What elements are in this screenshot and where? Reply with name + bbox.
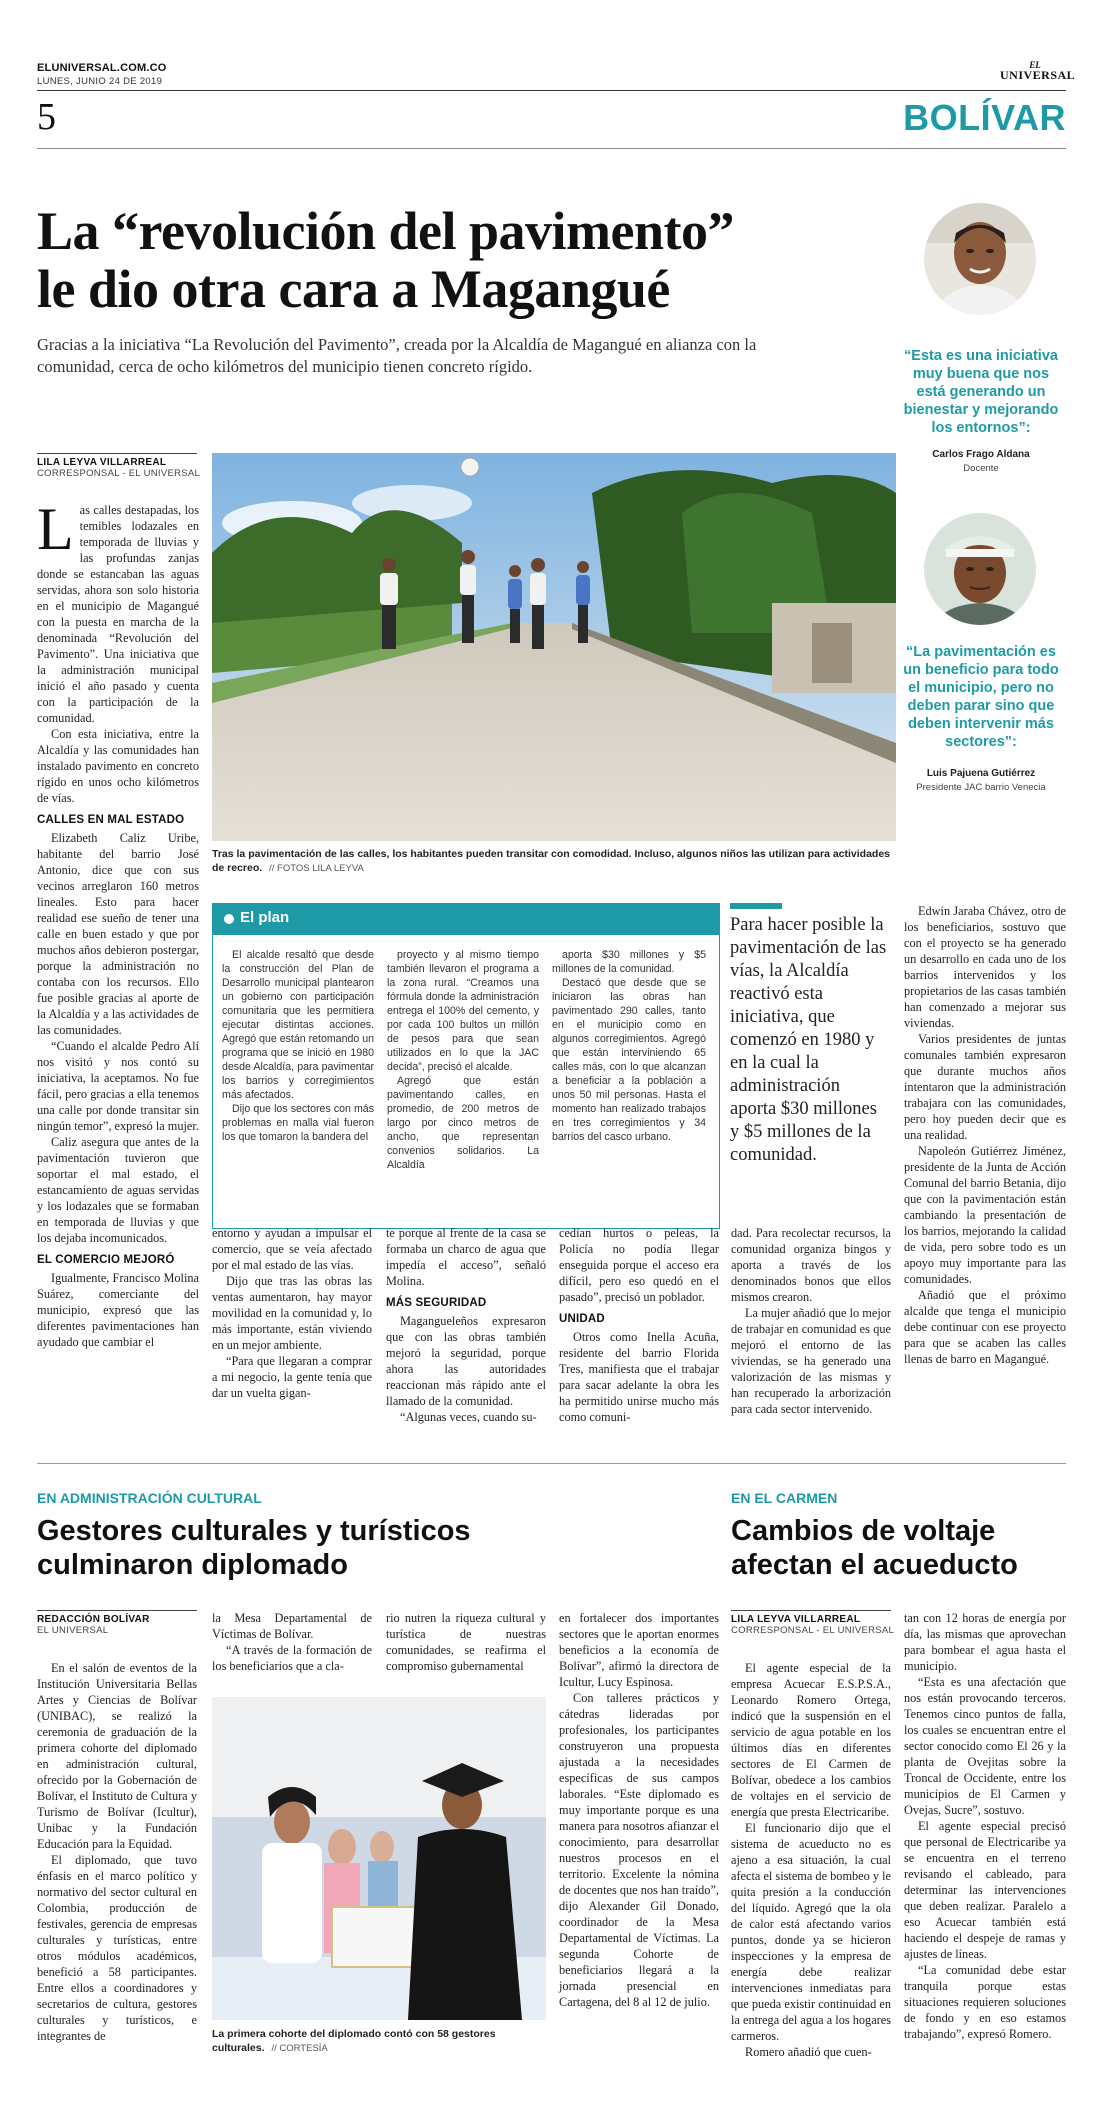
culture-kicker: EN ADMINISTRACIÓN CULTURAL	[37, 1490, 262, 1506]
culture-col-2-p2: “A través de la formación de los beneficiarios que a cla-	[212, 1643, 372, 1673]
main-col-6-p3: Napoleón Gutiérrez Jiménez, presidente de la Junta de Acción Comunal del barrio Betania, dijo que con la pavimentación están cambiando la presentación de los barrios, mejorando la calidad de vida, pero sobre todo es un apoyo muy importante para las comunidades.	[904, 1144, 1066, 1286]
main-col-1-p4: “Cuando el alcalde Pedro Alí nos visitó y nos contó su iniciativa, la aceptamos. No fue fácil, pero gracias a ella tenemos una calle por donde transitar sin ningún temor”, expresó la mujer.	[37, 1039, 199, 1133]
main-col-4-p2: Otros como Inella Acuña, residente del barrio Florida Tres, manifiesta que el trabajar para sacar adelante la obra les ha permitido unirse mucho más como comuni-	[559, 1330, 719, 1424]
main-col-3-p2: Maganguelеños expresaron que con las obras también mejoró la seguridad, porque ahora las autoridades reaccionan más rápido ante el llamado de la comunidad.	[386, 1314, 546, 1408]
portrait-carlos	[924, 203, 1036, 315]
main-col-1-p3: Elizabeth Caliz Uribe, habitante del barrio José Antonio, dice que con sus vecinos arreglaron 160 metros lineales. Esto para hacer realidad ese sueño de tener una calle en buen estado y que por muchos años debieron postergar, porque la administración no contaba con los recursos. Ello fue posible gracias al aporte de la Alcaldía y a las actividades de las comunidades.	[37, 831, 199, 1037]
main-col-2-p3: “Para que llegaran a comprar a mi negocio, la gente tenía que dar un vuelta gigan-	[212, 1354, 372, 1400]
plan-col-2-p1: proyecto y al mismo tiempo también llevaron el programa a la zona rural. “Creamos una fórmula donde la administración entrega el 100% del cemento, y por cada 100 bultos un millón de pesos para que sean utilizados en lo que la JAC decida”, precisó el alcalde.	[387, 949, 539, 1073]
voltage-col-2-p2: “Esta es una afectación que nos están provocando terceros. Tenemos cinco puntos de falla, los cuales se encuentran entre el sector conocido como El 26 y la planta de Ovejitas sobre la Troncal de Occidente, entre los municipios de El Carmen y Ovejas, Sucre”, sostuvo.	[904, 1675, 1066, 1817]
voltage-byline	[731, 1614, 901, 1636]
main-col-1-p6: Igualmente, Francisco Molina Suárez, comerciante del municipio, expresó que las diferentes pavimentaciones han ayudado que cambiar el	[37, 1271, 199, 1349]
main-photo-caption	[212, 847, 896, 876]
main-col-1-p5: Caliz asegura que antes de la pavimentación tuvieron que soportar el mal estado, el estancamiento de aguas servidas y los lodazales que se formaban en temporada de lluvias y que los dejaba incomunicados.	[37, 1135, 199, 1245]
main-headline-line1: La “revolución del pavimento”	[37, 201, 735, 261]
subhead-calles: CALLES EN MAL ESTADO	[37, 814, 185, 826]
culture-col-4	[559, 1610, 719, 2010]
voltage-byline-role: CORRESPONSAL - EL UNIVERSAL	[731, 1625, 895, 1636]
voltage-col-1-p3: Romero añadió que cuen-	[745, 2045, 872, 2059]
main-photo-caption-text: Tras la pavimentación de las calles, los habitantes pueden transitar con comodidad. Incluso, algunos niños las utilizan para actividades de recreo.	[212, 848, 891, 874]
voltage-col-2	[904, 1610, 1066, 2042]
main-col-6	[904, 903, 1066, 1367]
plan-col-3	[552, 948, 706, 1144]
brand-logo-top: EL	[1029, 60, 1041, 70]
plan-col-2	[387, 948, 539, 1172]
page-number: 5	[37, 96, 56, 138]
sidebar-quote-2-role: Presidente JAC barrio Venecia	[916, 782, 1046, 793]
main-col-1	[37, 496, 199, 1350]
culture-byline-name: REDACCIÓN BOLÍVAR	[37, 1614, 150, 1625]
culture-col-3-p1: rio nutren la riqueza cultural y turística de nuestras comunidades, se reafirma el compromiso gubernamental	[386, 1611, 546, 1673]
culture-col-3	[386, 1610, 546, 1674]
plan-col-1-p2: Dijo que los sectores con más problemas en malla vial fueron los que tomaron la bandera del	[222, 1103, 374, 1143]
main-col-6-p2: Varios presidentes de juntas comunales también expresaron que durante muchos años intentaron que la administración trabajara con las comunidades, pero hoy pueden decir que es una realidad.	[904, 1032, 1066, 1142]
culture-photo	[212, 1697, 546, 2020]
voltage-byline-name: LILA LEYVA VILLARREAL	[731, 1614, 861, 1625]
voltage-headline-line2: afectan el acueducto	[731, 1549, 1018, 1581]
voltage-col-2-p3: El agente especial precisó que personal de Electricaribe ya se encuentra en el terreno revisando el cableado, para determinar las intervenciones que deben realizar. Paralelo a eso Acuecar también está haciendo el despeje de ramas y ajustes de líneas.	[904, 1819, 1066, 1961]
section-divider	[37, 1463, 1066, 1464]
sidebar-quote-2-name: Luis Pajuena Gutiérrez	[926, 768, 1036, 779]
main-col-1-intro	[37, 496, 199, 726]
voltage-col-2-p4: “La comunidad debe estar tranquila porque estas situaciones requieren soluciones de fondo y en eso estamos trabajando”, expresó Romero.	[904, 1963, 1066, 2041]
culture-byline-role: EL UNIVERSAL	[37, 1625, 109, 1636]
sidebar-quote-1: “Esta es una iniciativa muy buena que nos está generando un bienestar y mejorando los entornos”:	[903, 348, 1059, 436]
main-col-4	[559, 1225, 719, 1425]
culture-headline	[37, 1514, 717, 1582]
main-photo-credit: // FOTOS LILA LEYVA	[269, 863, 364, 874]
site-url[interactable]: ELUNIVERSAL.COM.CO	[37, 62, 167, 74]
subhead-seguridad: MÁS SEGURIDAD	[386, 1297, 487, 1309]
voltage-headline	[731, 1514, 1071, 1582]
pullquote-bar	[730, 903, 782, 909]
sidebar-quote-1-role: Docente	[963, 463, 999, 474]
plan-box-title: El plan	[240, 909, 290, 926]
culture-col-1-p2: El diplomado, que tuvo énfasis en el marco político y normativo del sector cultural en Colombia, producción de festivales, gerencia de empresas culturales y turísticas, entre otros módulos académicos, benefició a 58 participantes. Entre ellos a coordinadores y secretarios de cultura, gestores culturales y turísticos, e integrantes de	[37, 1853, 197, 2043]
portrait-luis	[924, 513, 1036, 625]
culture-photo-image	[212, 1697, 546, 2020]
culture-byline	[37, 1614, 207, 1636]
voltage-col-1	[731, 1660, 891, 2060]
portrait-luis-image	[924, 513, 1036, 625]
plan-box-header	[212, 903, 720, 935]
masthead-rule	[37, 90, 1066, 91]
brand-logo	[1000, 60, 1076, 82]
main-byline-role: CORRESPONSAL - EL UNIVERSAL	[37, 468, 201, 479]
issue-date: LUNES, JUNIO 24 DE 2019	[37, 76, 163, 87]
subhead-unidad: UNIDAD	[559, 1313, 605, 1325]
main-col-6-p1: Edwin Jaraba Chávez, otro de los beneficiarios, sostuvo que con el proyecto se ha generado un desarrollo en cada uno de los barrios intervenidos y los propietarios de las casas también han comenzado a mejorar sus viviendas.	[904, 904, 1066, 1030]
culture-col-2-p1: la Mesa Departamental de Víctimas de Bolívar.	[212, 1611, 372, 1641]
culture-photo-caption-text: La primera cohorte del diplomado contó con 58 gestores culturales.	[212, 2028, 496, 2054]
culture-headline-line2: culminaron diplomado	[37, 1549, 348, 1581]
main-photo	[212, 453, 896, 841]
culture-col-4-p2: Con talleres prácticos y cátedras lideradas por profesionales, los participantes construyeron una propuesta ajustada a la necesidades específicas de sus campos laborales. “Este diplomado es muy importante porque es una manera para nosotros afianzar el conocimiento, para desarrollar nuestros procesos en el territorio. Excelente la nómina de docentes que nos han traído”, dijo Alexander Gil Donado, coordinador de la Mesa Departamental de Víctimas. La segunda Cohorte de beneficiarios llegará a la jornada presencial en Cartagena, del 8 al 12 de julio.	[559, 1691, 719, 2009]
main-col-3-p1: te porque al frente de la casa se formaba un charco de agua que impedía el acceso”, señaló Molina.	[386, 1226, 546, 1288]
main-col-2	[212, 1225, 372, 1401]
main-col-1-p2: Con esta iniciativa, entre la Alcaldía y las comunidades han instalado pavimento en concreto rígido en unos ocho kilómetros de vías.	[37, 727, 199, 805]
plan-col-1	[222, 948, 374, 1144]
main-headline	[37, 202, 897, 318]
plan-col-3-p2: Destacó que desde que se iniciaron las obras han pavimentado 290 calles, tanto en el municipio como en algunos corregimientos. Agregó que están interviniendo 65 calles más, con lo que alcanzan a beneficiar a la población a unos 50 mil personas. Hasta el momento han realizado trabajos en tres corregimientos y 34 barrios del casco urbano.	[552, 977, 706, 1143]
culture-col-4-p1: en fortalecer dos importantes sectores que le aportan enormes beneficios a la economía de Bolívar”, afirmó la directora de Icultur, Lucy Espinosa.	[559, 1611, 719, 1689]
main-col-2-p2: Dijo que tras las obras las ventas aumentaron, hay mayor movilidad en la comunidad y, lo más importante, están viviendo en un mejor ambiente.	[212, 1274, 372, 1352]
plan-col-3-p1: aporta $30 millones y $5 millones de la comunidad.	[552, 949, 706, 975]
section-name: BOLÍVAR	[903, 97, 1066, 138]
sidebar-quote-1-name: Carlos Frago Aldana	[932, 449, 1030, 460]
main-col-1-p1: as calles destapadas, los temibles lodazales en temporada de lluvias y las profundas zanjas donde se estancaban las aguas servidas, ahora son solo historia en el municipio de Magangué con la puesta en marcha de la denominada “Revolución del Pavimento”. Una iniciativa que la administración municipal inició el año pasado y cuenta con la participación de la comunidad.	[37, 503, 199, 725]
main-photo-image	[212, 453, 896, 841]
main-col-3-p3: “Algunas veces, cuando su-	[400, 1410, 537, 1424]
main-byline-name: LILA LEYVA VILLARREAL	[37, 457, 167, 468]
portrait-carlos-image	[924, 203, 1036, 315]
voltage-col-1-p2: El funcionario dijo que el sistema de acueducto no es ajeno a esa situación, la cual afecta el sistema de bombeo y le quita presión a la conducción del líquido. Agregó que la ola de calor está afectando varios puntos, donde ya se hicieron inspecciones y la empresa de energía debe realizar intervenciones inmediatas para que pueda existir continuidad en la entrega del agua a los hogares carmeros.	[731, 1821, 891, 2043]
main-col-6-p4: Añadió que el próximo alcalde que tenga el municipio debe continuar con ese proyecto para que se acaben las calles llenas de barro en Magangué.	[904, 1288, 1066, 1366]
culture-byline-rule	[37, 1610, 197, 1611]
culture-col-1	[37, 1660, 197, 2044]
main-deck: Gracias a la iniciativa “La Revolución del Pavimento”, creada por la Alcaldía de Magangué en alianza con la comunidad, cerca de ocho kilómetros del municipio tienen concreto rígido.	[37, 335, 757, 376]
main-col-2-p1: entorno y ayudan a impulsar el comercio, que se veía afectado por el mal estado de las vías.	[212, 1226, 372, 1272]
plan-bullet-icon	[224, 914, 234, 924]
culture-photo-caption	[212, 2027, 546, 2056]
brand-logo-bottom: UNIVERSAL	[1000, 68, 1076, 82]
culture-col-2	[212, 1610, 372, 1674]
voltage-col-2-p1: tan con 12 horas de energía por día, las mismas que aprovechan para bombear el agua hasta el municipio.	[904, 1611, 1066, 1673]
main-byline	[37, 457, 207, 479]
voltage-byline-rule	[731, 1610, 891, 1611]
main-col-3	[386, 1225, 546, 1425]
voltage-col-1-p1: El agente especial de la empresa Acuecar E.S.P.S.A., Leonardo Romero Ortega, indicó que la suspensión en el servicio de agua potable en los últimos días en diferentes sectores de El Carmen de Bolívar, obedece a los cambios de voltajes en el servicio de energía que presta Electricaribe.	[731, 1661, 891, 1819]
voltage-kicker: EN EL CARMEN	[731, 1490, 838, 1506]
main-col-5-p2: La mujer añadió que lo mejor de trabajar en comunidad es que mejoró el entorno de las viviendas, se ha generado una valorización de las mismas y han recuperado la arborización para cada sector intervenido.	[731, 1306, 891, 1416]
plan-col-1-p1: El alcalde resaltó que desde la construcción del Plan de Desarrollo municipal plantearon un gobierno con participación comunitaria que les permitiera ejecutar distintas acciones. Agregó que están retomando un programa que se inició en 1980 desde Alcaldía, para pavimentar los barrios y corregimientos más afectados.	[222, 949, 374, 1101]
main-col-5	[731, 1225, 891, 1417]
voltage-headline-line1: Cambios de voltaje	[731, 1515, 996, 1547]
dropcap: L	[37, 496, 74, 562]
subhead-comercio: EL COMERCIO MEJORÓ	[37, 1254, 175, 1266]
culture-photo-credit: // CORTESÍA	[271, 2043, 328, 2054]
main-col-5-p1: dad. Para recolectar recursos, la comunidad organiza bingos y aporta a través de los denominados bonos que ellos mismos crearon.	[731, 1226, 891, 1304]
main-col-4-p1: cedían hurtos o peleas, la Policía no podía llegar enseguida porque el acceso era difícil, pero eso quedó en el pasado”, precisó un poblador.	[559, 1226, 719, 1304]
plan-col-2-p2: Agregó que están pavimentando calles, en promedio, de 200 metros de largo por cinco metros de ancho, que representan convenios solidarios. La Alcaldía	[387, 1075, 539, 1171]
culture-col-1-p1: En el salón de eventos de la Institución Universitaria Bellas Artes y Ciencias de Bolívar (UNIBAC), se realizó la ceremonia de graduación de la primera cohorte del diplomado en administración cultural, ofrecido por la Gobernación de Bolívar, el Instituto de Cultura y Turismo de Bolívar (Icultur), Unibac y la Fundación Educación para la Equidad.	[37, 1661, 197, 1851]
main-headline-line2: le dio otra cara a Magangué	[37, 259, 670, 319]
pullquote: Para hacer posible la pavimentación de las vías, la Alcaldía reactivó esta iniciativa, que comenzó en 1980 y en la cual la administración aporta $30 millones y $5 millones de la comunidad.	[730, 915, 887, 1165]
byline-rule-top	[37, 453, 197, 454]
culture-headline-line1: Gestores culturales y turísticos	[37, 1515, 471, 1547]
section-rule	[37, 148, 1066, 149]
sidebar-quote-2: “La pavimentación es un beneficio para todo el municipio, pero no deben parar sino que deben intervenir más sectores”:	[903, 644, 1059, 750]
